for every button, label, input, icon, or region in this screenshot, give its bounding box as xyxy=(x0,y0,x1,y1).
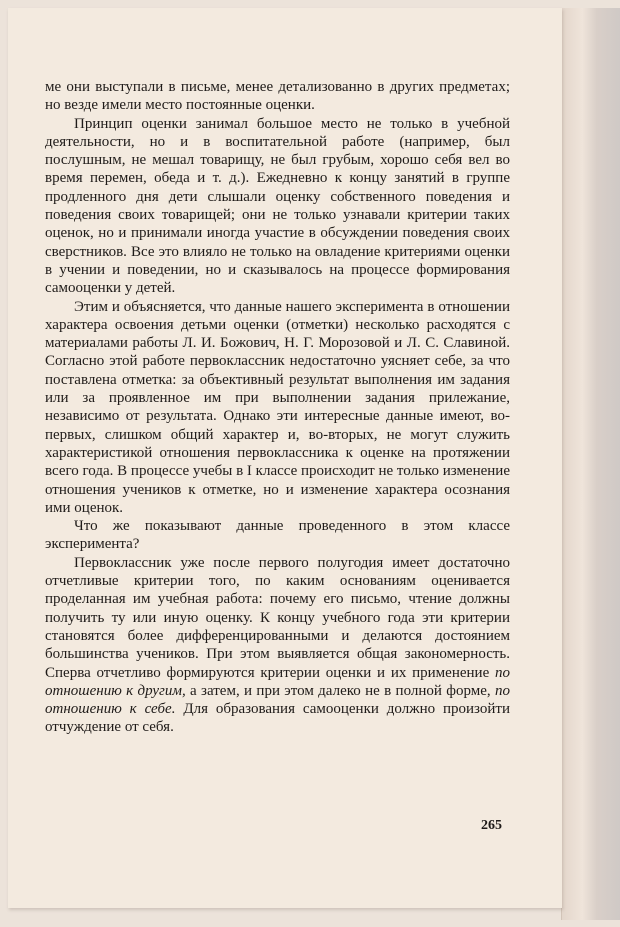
paragraph-4 xyxy=(45,554,510,737)
page-stack-edge xyxy=(561,8,620,920)
text-segment: ме они выступали в письме, менее детализованно в других предметах; но везде имели место постоянные оценки. xyxy=(45,79,510,114)
page-number: 265 xyxy=(481,818,502,833)
italic-phrase: по отношению к другим, xyxy=(45,664,510,699)
text-segment: а затем, и при этом далеко не в полной форме, xyxy=(185,682,495,699)
book-page xyxy=(8,8,562,908)
paragraph-0 xyxy=(45,78,510,115)
paragraph-2 xyxy=(45,298,510,518)
text-segment: Этим и объясняется, что данные нашего эксперимента в отношении характера освоения детьми оценки (отметки) несколько расходятся с материалами работы Л. И. Божович, Н. Г. Морозовой и Л. С. Славиной. Согласно этой работе первоклассник недостаточно уясняет себе, за что поставлена отметка: за объективный результат выполнения им задания или за проявленное им при выполнении задания прилежание, независимо от результата. Однако эти интересные данные имеют, во-первых, слишком общий характер и, во-вторых, не могут служить характеристикой отношения первоклассника к оценке на протяжении всего года. В процессе учебы в I классе происходит не только изменение отношения учеников к отметке, но и изменение характера осознания ими оценок. xyxy=(45,298,510,516)
paragraph-3 xyxy=(45,517,510,554)
text-segment: Первоклассник уже после первого полугодия имеет достаточно отчетливые критерии того, по каким основаниям оценивается проделанная им учебная работа: почему его письмо, чтение должны получить ту или иную оценку. К концу учебного года эти критерии становятся более дифференцированными и делаются достоянием большинства учеников. При этом выявляется общая закономерность. Сперва отчетливо формируются критерии оценки и их применение xyxy=(45,554,510,681)
text-segment: Принцип оценки занимал большое место не только в учебной деятельности, но и в воспитательной работе (например, был послушным, не мешал товарищу, не был грубым, хорошо себя вел во время перемен, обеда и т. д.). Ежедневно к концу занятий в группе продленного дня дети слышали оценку собственного поведения и поведения своих товарищей; они не только узнавали критерии таких оценок, но и принимали иногда участие в обсуждении поведения своих сверстников. Все это влияло не только на овладение критериями оценки в учении и поведении, но и сказывалось на процессе формирования самооценки у детей. xyxy=(45,115,510,297)
text-segment: Для образования самооценки должно произойти отчуждение от себя. xyxy=(45,701,510,736)
paragraph-1 xyxy=(45,115,510,298)
text-segment: Что же показывают данные проведенного в этом классе эксперимента? xyxy=(45,518,510,553)
italic-phrase: по отношению к себе. xyxy=(45,682,510,718)
page-text-body xyxy=(45,78,510,737)
